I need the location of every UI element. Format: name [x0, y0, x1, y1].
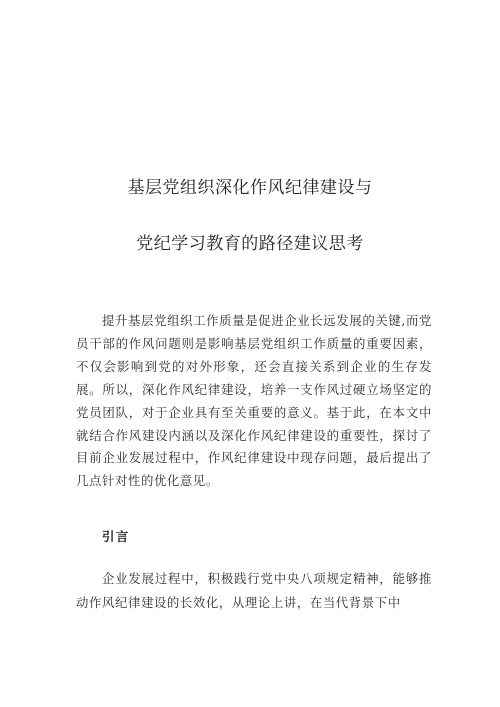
section-heading-introduction: 引言	[102, 529, 130, 544]
document-title-line-2: 党纪学习教育的路径建议思考	[136, 234, 364, 254]
document-title-line-1: 基层党组织深化作风纪律建设与	[127, 178, 373, 198]
introduction-paragraph: 企业发展过程中，积极践行党中央八项规定精神，能够推动作风纪律建设的长效化，从理论上讲，在当代背景下中	[76, 571, 432, 610]
abstract-paragraph: 提升基层党组织工作质量是促进企业长远发展的关键,而党员干部的作风问题则是影响基层党组织工作质量的重要因素，不仅会影响到党的对外形象，还会直接关系到企业的生存发展。所以，深化作风纪律建设，培养一支作风过硬立场坚定的党员团队，对于企业具有至关重要的意义。基于此，在本文中就结合作风建设内涵以及深化作风纪律建设的重要性，探讨了目前企业发展过程中，作风纪律建设中现存问题，最后提出了几点针对性的优化意见。	[76, 313, 432, 489]
